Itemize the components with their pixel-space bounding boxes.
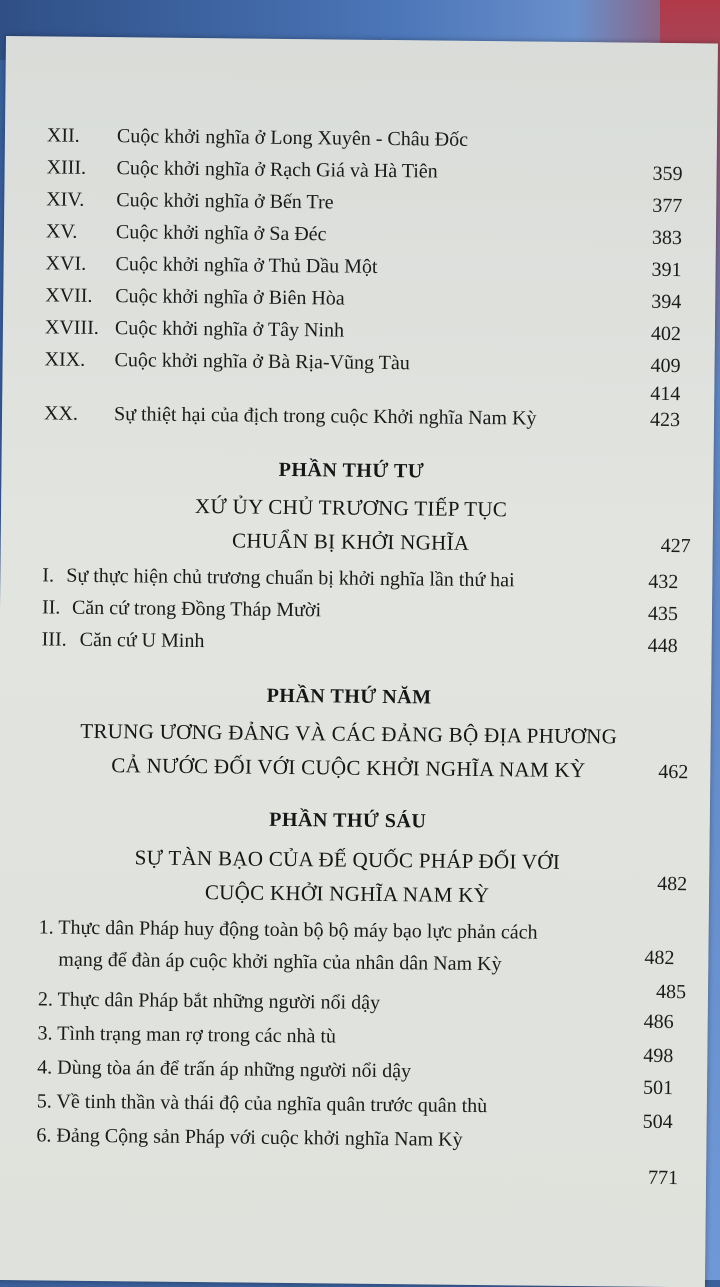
entry-number: I. xyxy=(42,564,55,587)
entry-page: 501 xyxy=(642,1076,674,1100)
entry-number: XVII. xyxy=(45,284,93,307)
entry-text: Cuộc khởi nghĩa ở Thủ Dầu Một xyxy=(115,253,378,278)
toc-entry xyxy=(0,628,700,669)
entry-text: Căn cứ trong Đồng Tháp Mười xyxy=(71,596,322,622)
entry-text: Sự thiệt hại của địch trong cuộc Khởi nghĩa Nam Kỳ xyxy=(113,403,537,430)
entry-text: 1. Thực dân Pháp huy động toàn bộ bộ máy bạo lực phản cách xyxy=(38,916,538,944)
entry-page: 435 xyxy=(647,602,679,626)
entry-page: 485 xyxy=(655,980,687,1004)
part6-title-line1: SỰ TÀN BẠO CỦA ĐẾ QUỐC PHÁP ĐỐI VỚI xyxy=(134,845,561,874)
part5-title-line1: TRUNG ƯƠNG ĐẢNG VÀ CÁC ĐẢNG BỘ ĐỊA PHƯƠNG xyxy=(80,718,618,749)
entry-text: 5. Về tinh thần và thái độ của nghĩa quân trước quân thù xyxy=(36,1090,488,1118)
part4-title-page: 427 xyxy=(660,534,691,558)
part5-heading: PHẦN THỨ NĂM xyxy=(266,684,432,709)
toc-entry xyxy=(0,1124,695,1165)
entry-number: III. xyxy=(41,628,67,651)
entry-number: II. xyxy=(41,596,61,619)
entry-text: mạng để đàn áp cuộc khởi nghĩa của nhân dân Nam Kỳ xyxy=(58,948,502,976)
entry-text: 4. Dùng tòa án để trấn áp những người nổi dậy xyxy=(37,1056,412,1083)
entry-text: Cuộc khởi nghĩa ở Bà Rịa-Vũng Tàu xyxy=(114,349,410,375)
entry-page: 359 xyxy=(652,162,683,186)
entry-page: 402 xyxy=(650,322,682,346)
entry-text: 2. Thực dân Pháp bắt những người nổi dậy xyxy=(37,988,381,1014)
entry-page: 432 xyxy=(648,570,679,594)
part4-title-line1: XỨ ỦY CHỦ TRƯƠNG TIẾP TỤC xyxy=(194,494,508,522)
entry-number: XII. xyxy=(46,124,80,147)
entry-page: 482 xyxy=(644,946,675,970)
toc-entry xyxy=(2,402,702,443)
entry-text: Cuộc khởi nghĩa ở Long Xuyên - Châu Đốc xyxy=(116,125,469,151)
entry-text: Sự thực hiện chủ trương chuẩn bị khởi nghĩa lần thứ hai xyxy=(66,564,515,592)
entry-number: XIII. xyxy=(46,156,87,179)
entry-text: Cuộc khởi nghĩa ở Biên Hòa xyxy=(115,285,345,310)
part6-title-line2: CUỘC KHỞI NGHĨA NAM KỲ xyxy=(204,880,490,908)
entry-page: 414 xyxy=(650,382,681,406)
entry-text: 6. Đảng Cộng sản Pháp với cuộc khởi nghĩa Nam Kỳ xyxy=(36,1124,463,1151)
entry-page: 391 xyxy=(651,258,682,282)
entry-text: Căn cứ U Minh xyxy=(79,628,205,653)
entry-page: 486 xyxy=(643,1010,674,1034)
entry-text: 3. Tình trạng man rợ trong các nhà tù xyxy=(37,1022,337,1048)
entry-page: 504 xyxy=(642,1110,673,1134)
entry-page: 448 xyxy=(647,634,678,658)
entry-number: XV. xyxy=(45,220,78,243)
entry-text: Cuộc khởi nghĩa ở Tây Ninh xyxy=(114,317,345,342)
entry-number: XX. xyxy=(43,402,79,425)
page-folio: 771 xyxy=(647,1166,679,1190)
entry-number: XIV. xyxy=(46,188,85,211)
entry-page: 394 xyxy=(651,290,682,314)
entry-page: 377 xyxy=(652,194,683,218)
part4-heading: PHẦN THỨ TƯ xyxy=(278,458,425,483)
entry-page: 409 xyxy=(650,354,681,378)
part4-title-line2: CHUẨN BỊ KHỞI NGHĨA xyxy=(231,528,470,555)
entry-number: XIX. xyxy=(44,348,86,371)
entry-page: 383 xyxy=(651,226,683,250)
part6-heading: PHẦN THỨ SÁU xyxy=(269,808,427,833)
entry-page: 423 xyxy=(649,408,681,432)
entry-page: 498 xyxy=(643,1044,674,1068)
entry-number: XVI. xyxy=(45,252,87,275)
toc-entry xyxy=(0,948,696,989)
entry-number: XVIII. xyxy=(44,316,99,339)
entry-text: Cuộc khởi nghĩa ở Sa Đéc xyxy=(115,221,327,246)
part6-title-page: 482 xyxy=(657,872,688,896)
entry-text: Cuộc khởi nghĩa ở Rạch Giá và Hà Tiên xyxy=(116,157,438,183)
book-page xyxy=(0,36,718,1287)
entry-text: Cuộc khởi nghĩa ở Bến Tre xyxy=(116,189,334,214)
part5-title-page: 462 xyxy=(658,760,689,784)
part5-title-line2: CẢ NƯỚC ĐỐI VỚI CUỘC KHỞI NGHĨA NAM KỲ xyxy=(111,753,586,783)
